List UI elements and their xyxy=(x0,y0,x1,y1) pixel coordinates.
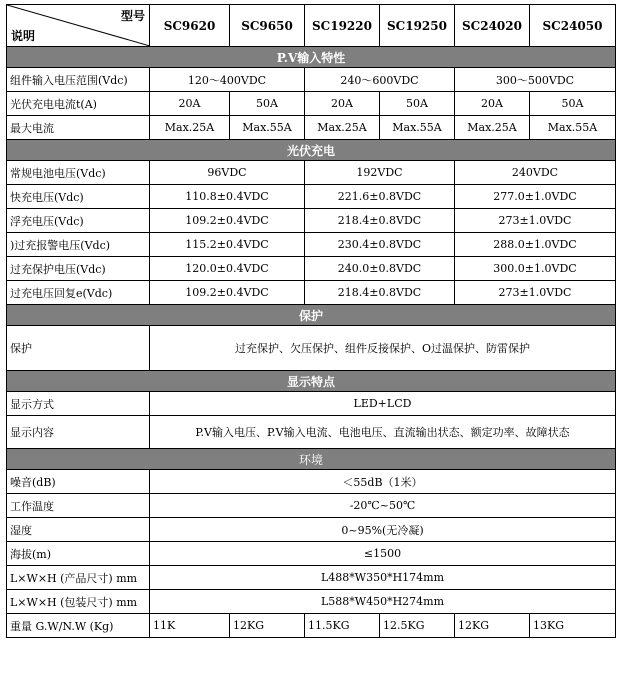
section-title-display: 显示特点 xyxy=(7,371,616,392)
corner-top-label: 型号 xyxy=(120,9,145,23)
table-row xyxy=(7,416,616,449)
row-label: 重量 G.W/N.W (Kg) xyxy=(7,614,150,638)
cell-value: 273±1.0VDC xyxy=(455,209,616,233)
table-row xyxy=(7,257,616,281)
table-row xyxy=(7,494,616,518)
model-header: SC24020 xyxy=(455,5,530,47)
table-row xyxy=(7,233,616,257)
cell-value: 109.2±0.4VDC xyxy=(150,209,305,233)
cell-value: Max.55A xyxy=(230,116,305,140)
cell-value: 273±1.0VDC xyxy=(455,281,616,305)
cell-value: 11.5KG xyxy=(305,614,380,638)
cell-value: ≤1500 xyxy=(150,542,616,566)
cell-value: -20℃~50℃ xyxy=(150,494,616,518)
section-row xyxy=(7,371,616,392)
row-label: 噪音(dB) xyxy=(7,470,150,494)
cell-value: 20A xyxy=(455,92,530,116)
row-label: 保护 xyxy=(7,326,150,371)
model-header: SC9650 xyxy=(230,5,305,47)
cell-value: 115.2±0.4VDC xyxy=(150,233,305,257)
cell-value: 192VDC xyxy=(305,161,455,185)
table-row xyxy=(7,326,616,371)
row-label: 光伏充电电流t(A) xyxy=(7,92,150,116)
cell-value: 218.4±0.8VDC xyxy=(305,209,455,233)
header-row xyxy=(7,5,616,47)
row-label: 显示方式 xyxy=(7,392,150,416)
cell-value: 20A xyxy=(150,92,230,116)
cell-value: 12KG xyxy=(455,614,530,638)
row-label: 显示内容 xyxy=(7,416,150,449)
table-row xyxy=(7,92,616,116)
cell-value: 50A xyxy=(380,92,455,116)
row-label: L×W×H (包装尺寸) mm xyxy=(7,590,150,614)
cell-value: 0~95%(无冷凝) xyxy=(150,518,616,542)
cell-value: L588*W450*H274mm xyxy=(150,590,616,614)
cell-value: L488*W350*H174mm xyxy=(150,566,616,590)
cell-value: Max.55A xyxy=(530,116,616,140)
section-row xyxy=(7,449,616,470)
cell-value: 230.4±0.8VDC xyxy=(305,233,455,257)
model-header: SC19220 xyxy=(305,5,380,47)
cell-value: 110.8±0.4VDC xyxy=(150,185,305,209)
table-row xyxy=(7,566,616,590)
section-row xyxy=(7,305,616,326)
section-title-protection: 保护 xyxy=(7,305,616,326)
spec-table xyxy=(6,4,616,638)
cell-value: Max.55A xyxy=(380,116,455,140)
cell-value: 277.0±1.0VDC xyxy=(455,185,616,209)
cell-value: 12.5KG xyxy=(380,614,455,638)
cell-value: 240VDC xyxy=(455,161,616,185)
row-label: 浮充电压(Vdc) xyxy=(7,209,150,233)
cell-value: 300～500VDC xyxy=(455,68,616,92)
cell-value: 11K xyxy=(150,614,230,638)
row-label: L×W×H (产品尺寸) mm xyxy=(7,566,150,590)
cell-value: 288.0±1.0VDC xyxy=(455,233,616,257)
table-row xyxy=(7,185,616,209)
cell-value: 221.6±0.8VDC xyxy=(305,185,455,209)
cell-value: LED+LCD xyxy=(150,392,616,416)
cell-value: Max.25A xyxy=(150,116,230,140)
cell-value: 20A xyxy=(305,92,380,116)
section-title-pv-input: P.V输入特性 xyxy=(7,47,616,68)
row-label: 过充电压回复e(Vdc) xyxy=(7,281,150,305)
cell-value: ＜55dB（1米） xyxy=(150,470,616,494)
row-label: 快充电压(Vdc) xyxy=(7,185,150,209)
table-row xyxy=(7,590,616,614)
cell-value: 240～600VDC xyxy=(305,68,455,92)
table-row xyxy=(7,518,616,542)
row-label: 最大电流 xyxy=(7,116,150,140)
cell-value: 96VDC xyxy=(150,161,305,185)
cell-value: 218.4±0.8VDC xyxy=(305,281,455,305)
cell-value: 50A xyxy=(530,92,616,116)
cell-value: 12KG xyxy=(230,614,305,638)
table-row xyxy=(7,68,616,92)
table-row xyxy=(7,392,616,416)
section-row xyxy=(7,47,616,68)
table-row xyxy=(7,116,616,140)
row-label: 常规电池电压(Vdc) xyxy=(7,161,150,185)
row-label: 组件输入电压范围(Vdc) xyxy=(7,68,150,92)
row-label: 湿度 xyxy=(7,518,150,542)
table-row xyxy=(7,161,616,185)
table-row xyxy=(7,542,616,566)
table-row xyxy=(7,209,616,233)
row-label: 海拔(m) xyxy=(7,542,150,566)
row-label: )过充报警电压(Vdc) xyxy=(7,233,150,257)
cell-value: 50A xyxy=(230,92,305,116)
cell-value: P.V输入电压、P.V输入电流、电池电压、直流输出状态、额定功率、故障状态 xyxy=(150,416,616,449)
cell-value: 120.0±0.4VDC xyxy=(150,257,305,281)
section-title-pv-charge: 光伏充电 xyxy=(7,140,616,161)
section-title-environment: 环境 xyxy=(7,449,616,470)
model-header: SC19250 xyxy=(380,5,455,47)
cell-value: 109.2±0.4VDC xyxy=(150,281,305,305)
table-row xyxy=(7,470,616,494)
cell-value: 240.0±0.8VDC xyxy=(305,257,455,281)
cell-value: 120～400VDC xyxy=(150,68,305,92)
model-header: SC24050 xyxy=(530,5,616,47)
section-row xyxy=(7,140,616,161)
row-label: 工作温度 xyxy=(7,494,150,518)
cell-value: 300.0±1.0VDC xyxy=(455,257,616,281)
row-label: 过充保护电压(Vdc) xyxy=(7,257,150,281)
cell-value: 13KG xyxy=(530,614,616,638)
table-row xyxy=(7,281,616,305)
corner-bottom-label: 说明 xyxy=(11,29,36,43)
table-row xyxy=(7,614,616,638)
cell-value: Max.25A xyxy=(305,116,380,140)
model-header: SC9620 xyxy=(150,5,230,47)
cell-value: 过充保护、欠压保护、组件反接保护、O过温保护、防雷保护 xyxy=(150,326,616,371)
corner-cell xyxy=(7,5,150,47)
cell-value: Max.25A xyxy=(455,116,530,140)
